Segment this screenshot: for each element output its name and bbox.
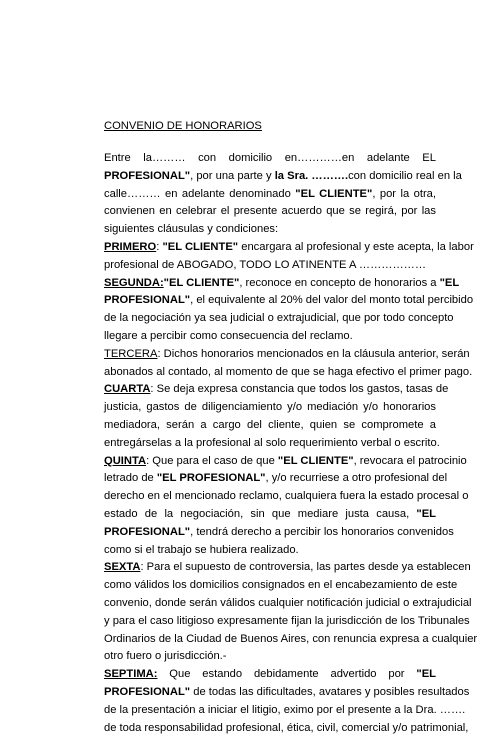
profesional-name: PROFESIONAL" — [104, 169, 191, 182]
senora-name: la Sra. ………. — [274, 169, 349, 182]
intro-paragraph: Entre la……… con domicilio en…………en adelante EL PROFESIONAL", por una parte y la Sra. ……….con domicilio real en la calle……… en adelante denominado "EL CLIENTE", por la otra, convienen en celebrar el presente acuerdo que se regirá, por las siguientes cláusulas y condiciones: — [104, 152, 462, 236]
clause-primero: PRIMERO: "EL CLIENTE" encargara al profesional y este acepta, la labor profesional de ABOGADO, TODO LO ATINENTE A ……………… — [104, 240, 474, 271]
clause-septima: SEPTIMA: Que estando debidamente advertido por "EL PROFESIONAL" de todas las dificultades, avatares y posibles resultados de la presentación a iniciar el litigio, eximo por el presente a la Dra. ……. de toda responsabilidad profesional, ética, civil, comercial y/o patrimonial, — [104, 668, 470, 734]
document-body — [104, 150, 477, 737]
clause-segunda: SEGUNDA:"EL CLIENTE", reconoce en concepto de honorarios a "EL PROFESIONAL", el equivalente al 20% del valor del monto total percibido de la negociación ya sea judicial o extrajudicial, que por todo concepto llegare a percibir como consecuencia del reclamo. — [104, 276, 474, 342]
clause-cuarta: CUARTA: Se deja expresa constancia que todos los gastos, tasas de justicia, gastos de diligenciamiento y/o mediación y/o honorarios mediadora, serán a cargo del cliente, quien se compromete a entregárselas a la profesional al solo requerimiento verbal o escrito. — [104, 383, 449, 449]
clause-label: SEXTA — [104, 561, 141, 574]
clause-label: SEGUNDA: — [104, 276, 164, 289]
clause-label: QUINTA — [104, 454, 147, 467]
clause-label: CUARTA — [104, 383, 151, 396]
clause-label: PRIMERO — [104, 240, 157, 253]
clause-label: TERCERA — [104, 347, 158, 360]
cliente-name: "EL CLIENTE" — [295, 187, 373, 200]
clause-sexta: SEXTA: Para el supuesto de controversia, las partes desde ya establecen como válidos los domicilios consignados en el encabezamiento de este convenio, donde serán válidos cualquier notificación judicial o extrajudicial y para el caso litigioso expresamente fijan la jurisdicción de los Tribunales Ordinarios de la Ciudad de Buenos Aires, con renuncia expresa a cualquier otro fuero o jurisdicción.- — [104, 561, 477, 663]
intro-line: Entre la……… con domicilio en…………en adelante EL — [104, 152, 436, 164]
document-title: CONVENIO DE HONORARIOS — [104, 120, 262, 132]
clause-quinta: QUINTA: Que para el caso de que "EL CLIENTE", revocara el patrocinio letrado de "EL PROFESIONAL", y/o recurriese a otro profesional del derecho en el mencionado reclamo, cualquiera fuera la estado procesal o estado de la negociación, sin que mediare justa causa, "EL PROFESIONAL", tendrá derecho a percibir los honorarios convenidos como si el trabajo se hubiera realizado. — [104, 454, 469, 556]
clause-tercera: TERCERA: Dichos honorarios mencionados en la cláusula anterior, serán abonados al contado, al momento de que se haga efectivo el primer pago. — [104, 347, 473, 378]
clause-label: SEPTIMA: — [104, 668, 158, 681]
